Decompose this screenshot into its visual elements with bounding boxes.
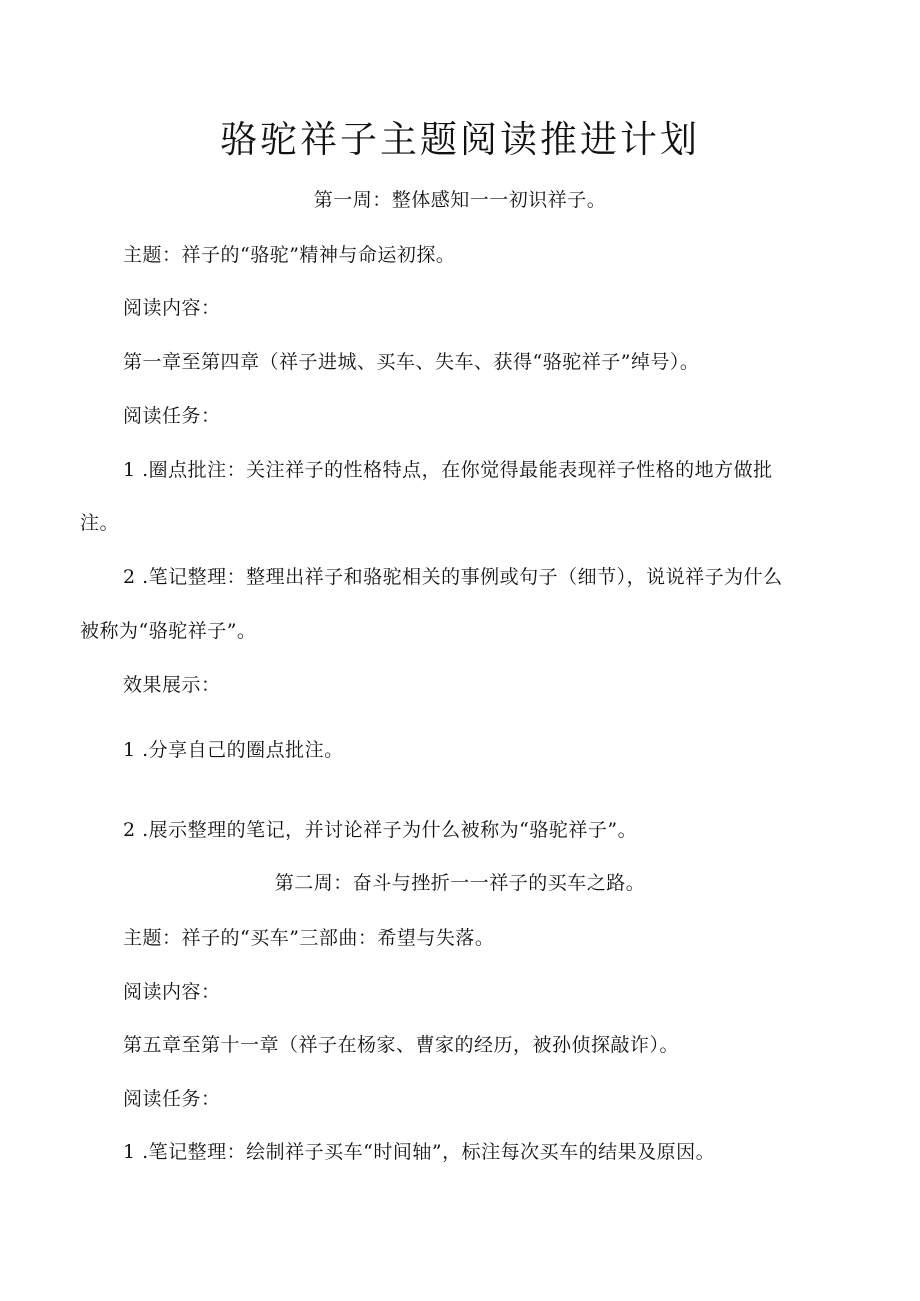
week1-task1-line2: 注。 bbox=[80, 512, 120, 534]
week2-heading: 第二周：奋斗与挫折一一祥子的买车之路。 bbox=[274, 872, 646, 894]
week1-show1: 1 .分享自己的圈点批注。 bbox=[123, 739, 344, 761]
week1-heading: 第一周：整体感知一一初识祥子。 bbox=[313, 189, 607, 211]
week1-content: 第一章至第四章（祥子进城、买车、失车、获得“骆驼祥子”绰号）。 bbox=[123, 351, 700, 373]
document-title: 骆驼祥子主题阅读推进计划 bbox=[220, 118, 700, 161]
week2-theme: 主题：祥子的“买车”三部曲：希望与失落。 bbox=[123, 927, 495, 949]
week2-task-label: 阅读任务： bbox=[123, 1088, 221, 1110]
week1-task2-line1: 2 .笔记整理：整理出祥子和骆驼相关的事例或句子（细节），说说祥子为什么 bbox=[123, 566, 783, 588]
week2-content-label: 阅读内容： bbox=[123, 981, 221, 1003]
week1-theme: 主题：祥子的“骆驼”精神与命运初探。 bbox=[123, 244, 456, 266]
week1-task2-line2: 被称为“骆驼祥子”。 bbox=[80, 620, 257, 642]
week1-task-label: 阅读任务： bbox=[123, 405, 221, 427]
week1-show-label: 效果展示： bbox=[123, 674, 221, 696]
week2-task1: 1 .笔记整理：绘制祥子买车“时间轴”，标注每次买车的结果及原因。 bbox=[123, 1141, 716, 1163]
week1-show2: 2 .展示整理的笔记，并讨论祥子为什么被称为“骆驼祥子”。 bbox=[123, 819, 638, 841]
week1-content-label: 阅读内容： bbox=[123, 297, 221, 319]
week1-task1-line1: 1 .圈点批注：关注祥子的性格特点，在你觉得最能表现祥子性格的地方做批 bbox=[123, 459, 773, 481]
week2-content: 第五章至第十一章（祥子在杨家、曹家的经历，被孙侦探敲诈）。 bbox=[123, 1034, 680, 1056]
